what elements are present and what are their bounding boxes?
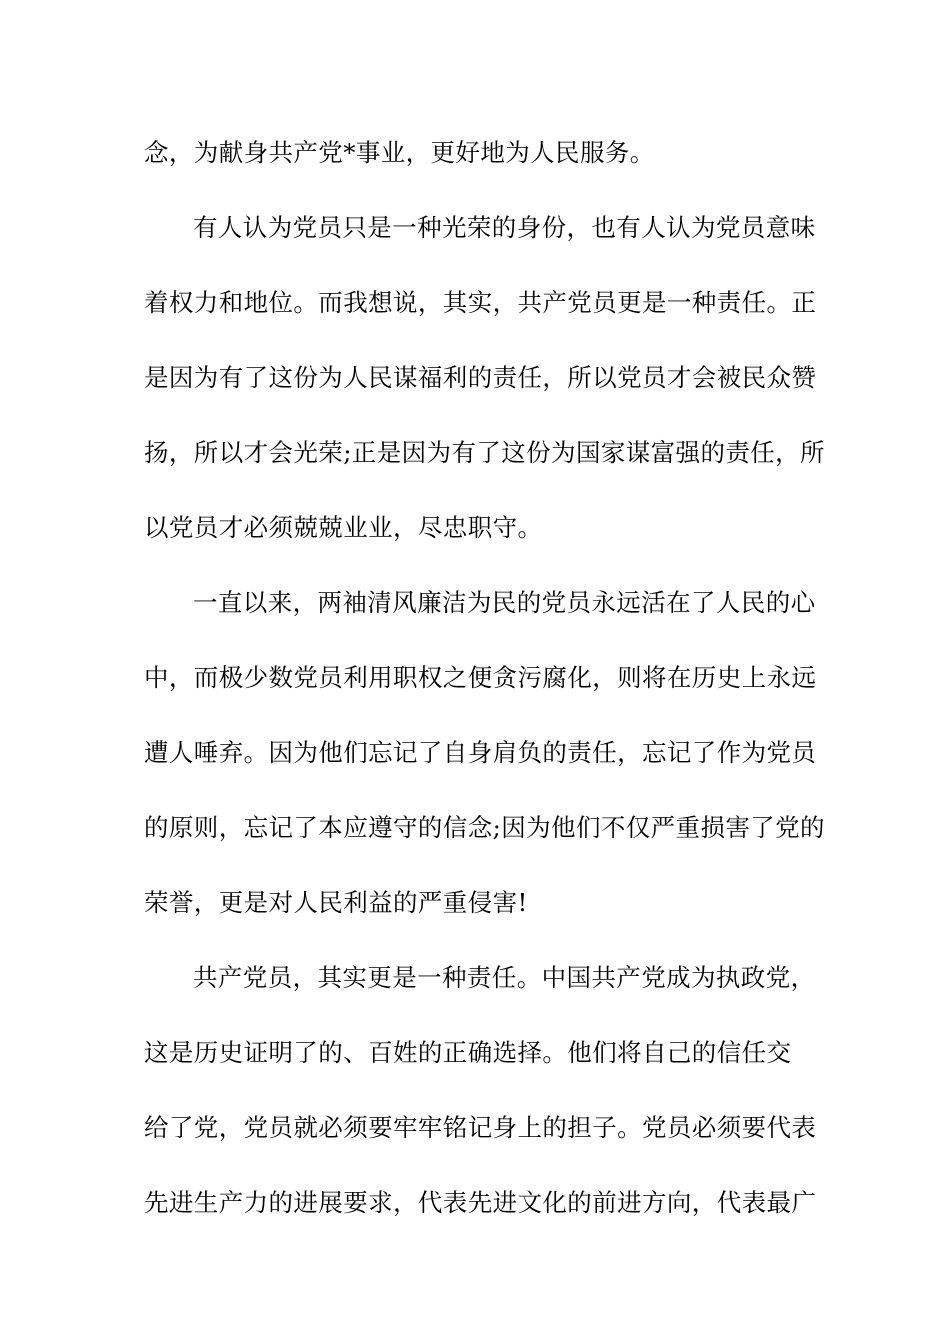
paragraph-2-line-3: 是因为有了这份为人民谋福利的责任，所以党员才会被民众赞 [144, 363, 817, 392]
paragraph-3-line-1: 一直以来，两袖清风廉洁为民的党员永远活在了人民的心 [193, 588, 816, 617]
paragraph-1-line-1: 念，为献身共产党*事业，更好地为人民服务。 [144, 138, 655, 167]
paragraph-2-line-1: 有人认为党员只是一种光荣的身份，也有人认为党员意味 [193, 213, 816, 242]
body-text [144, 127, 825, 1252]
paragraph-3-line-4: 的原则，忘记了本应遵守的信念;因为他们不仅严重损害了党的 [144, 813, 825, 842]
paragraph-4-line-4: 先进生产力的进展要求，代表先进文化的前进方向，代表最广 [144, 1188, 817, 1217]
paragraph-2-line-2: 着权力和地位。而我想说，其实，共产党员更是一种责任。正 [144, 288, 817, 317]
paragraph-3-line-3: 遭人唾弃。因为他们忘记了自身肩负的责任，忘记了作为党员 [144, 738, 817, 767]
paragraph-4-line-3: 给了党，党员就必须要牢牢铭记身上的担子。党员必须要代表 [144, 1113, 817, 1142]
paragraph-3-line-2: 中，而极少数党员利用职权之便贪污腐化，则将在历史上永远 [144, 663, 817, 692]
paragraph-4-line-2: 这是历史证明了的、百姓的正确选择。他们将自己的信任交 [144, 1038, 792, 1067]
paragraph-2-line-5: 以党员才必须兢兢业业，尽忠职守。 [144, 513, 543, 542]
paragraph-3-line-5: 荣誉，更是对人民利益的严重侵害! [144, 888, 528, 917]
paragraph-2-line-4: 扬，所以才会光荣;正是因为有了这份为国家谋富强的责任，所 [144, 438, 825, 467]
paragraph-4-line-1: 共产党员，其实更是一种责任。中国共产党成为执政党， [193, 963, 816, 992]
